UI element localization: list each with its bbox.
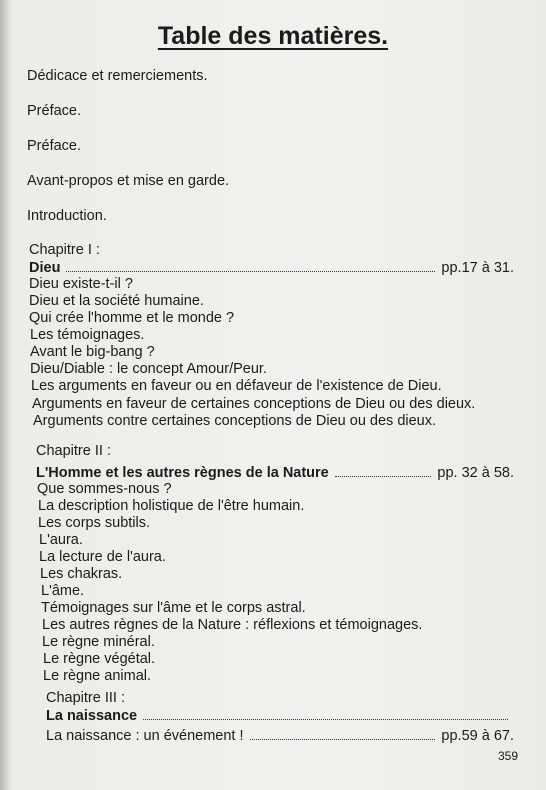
chapter-3-label: Chapitre III : [46, 690, 125, 706]
chapter-3-heading: La naissance [46, 708, 138, 724]
chapter-2-heading-row [36, 464, 514, 481]
chapter-1-item: Dieu/Diable : le concept Amour/Peur. [30, 361, 267, 377]
page-number: 359 [497, 749, 518, 763]
chapter-1-item: Dieu et la société humaine. [29, 293, 204, 309]
chapter-1-heading-row [29, 259, 514, 276]
chapter-2-item: Les corps subtils. [38, 515, 151, 531]
chapter-2-item: Témoignages sur l'âme et le corps astral. [41, 600, 306, 616]
chapter-1-item: Dieu existe-t-il ? [29, 276, 133, 292]
dot-leader [250, 727, 436, 740]
chapter-1-heading: Dieu [29, 260, 61, 276]
chapter-3-pages: pp.59 à 67. [441, 728, 514, 744]
chapter-1-item: Les arguments en faveur ou en défaveur de l'existence de Dieu. [31, 378, 442, 394]
toc-entry-introduction: Introduction. [27, 208, 107, 224]
chapter-2-item: L'âme. [41, 583, 85, 599]
chapter-2-item: Les chakras. [40, 566, 123, 582]
chapter-2-item: Le règne végétal. [43, 651, 156, 667]
dot-leader [66, 259, 435, 272]
toc-entry-avant-propos: Avant-propos et mise en garde. [27, 173, 230, 189]
chapter-1-item: Les témoignages. [30, 327, 145, 343]
chapter-2-item: Le règne animal. [43, 668, 152, 684]
chapter-1-item: Arguments contre certaines conceptions de Dieu ou des dieux. [33, 413, 437, 429]
chapter-1-item: Qui crée l'homme et le monde ? [29, 310, 235, 326]
chapter-2-label: Chapitre II : [36, 443, 111, 459]
chapter-1-label: Chapitre I : [29, 242, 100, 258]
dot-leader [335, 464, 432, 477]
chapter-2-item: Le règne minéral. [42, 634, 155, 650]
chapter-2-heading: L'Homme et les autres règnes de la Nature [36, 465, 329, 481]
toc-entry-dedicace: Dédicace et remerciements. [27, 68, 208, 84]
chapter-3-item-row [46, 727, 514, 744]
toc-entry-preface: Préface. [27, 103, 81, 119]
chapter-3-item: La naissance : un événement ! [46, 728, 244, 744]
chapter-1-item: Avant le big-bang ? [30, 344, 155, 360]
toc-entry-preface-2: Préface. [27, 138, 81, 154]
chapter-2-item: La lecture de l'aura. [39, 549, 166, 565]
chapter-2-item: La description holistique de l'être humain. [38, 498, 305, 514]
chapter-1-pages: pp.17 à 31. [441, 260, 514, 276]
chapter-2-item: Que sommes-nous ? [37, 481, 172, 497]
dot-leader [143, 707, 508, 720]
chapter-2-item: Les autres règnes de la Nature : réflexions et témoignages. [42, 617, 423, 633]
chapter-2-item: L'aura. [39, 532, 83, 548]
chapter-2-pages: pp. 32 à 58. [437, 465, 514, 481]
page-title: Table des matières. [157, 22, 389, 50]
page-gutter-shadow [0, 0, 10, 790]
chapter-1-item: Arguments en faveur de certaines conceptions de Dieu ou des dieux. [32, 396, 476, 412]
chapter-3-heading-row [46, 707, 514, 724]
